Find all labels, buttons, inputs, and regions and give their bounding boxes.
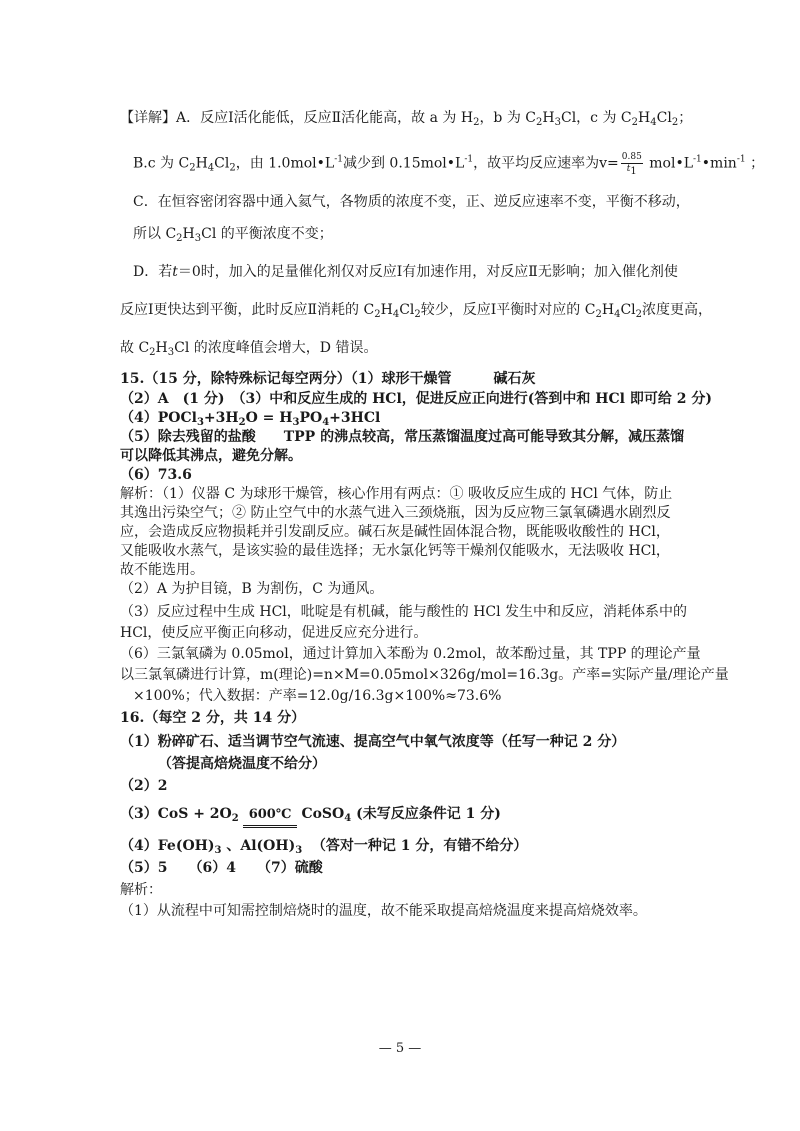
detail-a-line: 【详解】A．反应Ⅰ活化能低，反应Ⅱ活化能高，故 a 为 $H_2$，b 为 $C_2H_3Cl$，c 为 $C_2H_4Cl_2$； bbox=[120, 110, 693, 128]
q16-heading: 16.（每空 2 分，共 14 分） bbox=[120, 710, 306, 726]
detail-c-line1: C．在恒容密闭容器中通入氦气，各物质的浓度不变，正、逆反应速率不变，平衡不移动， bbox=[133, 194, 690, 210]
q15-analysis-4: 又能吸收水蒸气，是该实验的最佳选择；无水氯化钙等干燥剂仅能吸水，无法吸收 HCl， bbox=[120, 543, 670, 559]
q16-answer-3: $(3)CoS + 2O_2$ 600℃ CoSO$_4$ (未写反应条件记 1 分) bbox=[120, 806, 501, 824]
detail-d-line1: D．若t＝0时，加入的足量催化剂仅对反应Ⅰ有加速作用，对反应Ⅱ无影响；加入催化剂使 bbox=[133, 264, 678, 280]
detail-d-line2: 反应Ⅰ更快达到平衡，此时反应Ⅱ消耗的 $C_2H_4Cl_2$较少，反应Ⅰ平衡时对应的 $C_2H_4Cl_2$浓度更高， bbox=[120, 302, 713, 320]
q15-analysis-10: 以三氯氧磷进行计算，m(理论)=n×M=0.05mol×326g/mol=16.3g。产率=实际产量/理论产量 bbox=[120, 667, 729, 683]
q15-answer-6: （6）73.6 bbox=[120, 467, 192, 483]
q15-analysis-3: 应，会造成反应物损耗并引发副反应。碱石灰是碱性固体混合物，既能吸收酸性的 HCl， bbox=[120, 524, 670, 540]
q15-analysis-9: （6）三氯氧磷为 0.05mol，通过计算加入苯酚为 0.2mol，故苯酚过量，其 TPP 的理论产量 bbox=[120, 646, 701, 662]
q15-analysis-2: 其逸出污染空气；② 防止空气中的水蒸气进入三颈烧瓶，因为反应物三氯氧磷遇水剧烈反 bbox=[120, 505, 671, 521]
q15-heading: 15.（15 分，除特殊标记每空两分）（1）球形干燥管 碱石灰 bbox=[120, 371, 536, 387]
q16-analysis-1: （1）从流程中可知需控制焙烧时的温度，故不能采取提高焙烧温度来提高焙烧效率。 bbox=[120, 903, 647, 919]
q16-analysis-label: 解析： bbox=[120, 882, 162, 898]
q15-analysis-11: ×100%；代入数据：产率=12.0g/16.3g×100%≈73.6% bbox=[133, 688, 502, 704]
q15-answer-5: （5）除去残留的盐酸 TPP 的沸点较高，常压蒸馏温度过高可能导致其分解，减压蒸馏 bbox=[120, 429, 685, 445]
detail-b-line: B.c 为 $C_2H_4Cl_2$，由 $1.0mol•L^{-1}$减少到 $0.15mol•L^{-1}$，故平均反应速率为v= $\frac{0.85}{t_1}$ $mol•L^{-1}•\min^{-1}$ ； bbox=[133, 152, 765, 177]
q15-analysis-6: （2）A 为护目镜，B 为割伤，C 为通风。 bbox=[120, 581, 384, 597]
rate-fraction: $\frac{0.85}{t_1}$ bbox=[621, 152, 642, 177]
q16-answer-1: （1）粉碎矿石、适当调节空气流速、提高空气中氧气浓度等（任写一种记 2 分） bbox=[120, 734, 626, 750]
detail-d-line3: 故 $C_2H_3Cl$ 的浓度峰值会增大，D 错误。 bbox=[120, 340, 378, 358]
detail-c-line2: 所以 $C_2H_3Cl$ 的平衡浓度不变； bbox=[133, 226, 333, 244]
q15-answer-4: $(4)POCl_3+3H_2O = H_3PO_4+3HCl$ bbox=[120, 410, 381, 428]
page-number: — 5 — bbox=[378, 1041, 422, 1056]
reaction-condition: 600℃ bbox=[243, 805, 298, 825]
q15-answer-5-cont: 可以降低其沸点，避免分解。 bbox=[120, 448, 302, 464]
q16-answer-2: （2）2 bbox=[120, 778, 168, 794]
q16-answer-5-7: （5）5 （6）4 （7）硫酸 bbox=[120, 860, 323, 876]
q15-analysis-5: 故不能选用。 bbox=[120, 562, 204, 578]
q15-analysis-1: 解析：（1）仪器 C 为球形干燥管，核心作用有两点：① 吸收反应生成的 HCl 气体，防止 bbox=[120, 486, 673, 502]
q15-analysis-8: HCl，使反应平衡正向移动，促进反应充分进行。 bbox=[120, 625, 428, 641]
q16-answer-4: $(4)Fe(OH)_3$ 、$Al(OH)_3$ （答对一种记 1 分，有错不给分） bbox=[120, 838, 528, 856]
q15-answer-2-3: （2）A (1 分) （3）中和反应生成的 HCl，促进反应正向进行(答到中和 HCl 即可给 2 分) bbox=[120, 391, 712, 407]
q16-answer-1-note: （答提高焙烧温度不给分） bbox=[158, 756, 326, 772]
q15-analysis-7: （3）反应过程中生成 HCl，吡啶是有机碱，能与酸性的 HCl 发生中和反应，消耗体系中的 bbox=[120, 604, 688, 620]
